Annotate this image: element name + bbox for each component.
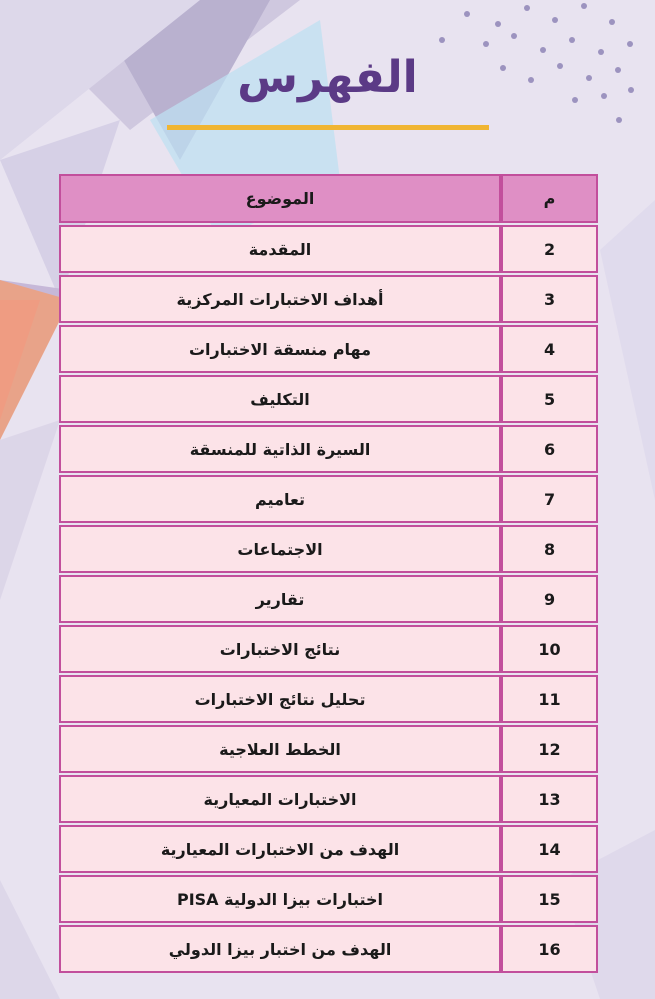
header-topic: الموضوع xyxy=(59,174,501,223)
row-topic: التكليف xyxy=(59,375,501,423)
row-page-number: 10 xyxy=(501,625,598,673)
row-page-number: 2 xyxy=(501,225,598,273)
table-header-row xyxy=(57,174,598,223)
page-title: الفهرس xyxy=(237,52,418,103)
table-row xyxy=(57,375,598,423)
table-row xyxy=(57,225,598,273)
table-of-contents xyxy=(57,174,598,975)
table-row xyxy=(57,525,598,573)
table-row xyxy=(57,575,598,623)
title-underline xyxy=(167,125,489,130)
table-row xyxy=(57,275,598,323)
row-topic: مهام منسقة الاختبارات xyxy=(59,325,501,373)
row-page-number: 12 xyxy=(501,725,598,773)
row-topic: الهدف من اختبار بيزا الدولي xyxy=(59,925,501,973)
table-row xyxy=(57,675,598,723)
table-row xyxy=(57,825,598,873)
table-row xyxy=(57,625,598,673)
row-topic: نتائج الاختبارات xyxy=(59,625,501,673)
row-topic: تحليل نتائج الاختبارات xyxy=(59,675,501,723)
table-row xyxy=(57,325,598,373)
table-row xyxy=(57,425,598,473)
row-topic: أهداف الاختبارات المركزية xyxy=(59,275,501,323)
row-topic: الاختبارات المعيارية xyxy=(59,775,501,823)
row-page-number: 13 xyxy=(501,775,598,823)
row-page-number: 16 xyxy=(501,925,598,973)
row-page-number: 14 xyxy=(501,825,598,873)
row-page-number: 11 xyxy=(501,675,598,723)
row-page-number: 7 xyxy=(501,475,598,523)
table-row xyxy=(57,475,598,523)
row-page-number: 4 xyxy=(501,325,598,373)
table-row xyxy=(57,775,598,823)
row-page-number: 8 xyxy=(501,525,598,573)
row-topic: الهدف من الاختبارات المعيارية xyxy=(59,825,501,873)
row-page-number: 3 xyxy=(501,275,598,323)
header-number: م xyxy=(501,174,598,223)
row-topic: تقارير xyxy=(59,575,501,623)
row-topic: اختبارات بيزا الدولية PISA xyxy=(59,875,501,923)
row-topic: الاجتماعات xyxy=(59,525,501,573)
table-row xyxy=(57,925,598,973)
row-topic: تعاميم xyxy=(59,475,501,523)
row-page-number: 5 xyxy=(501,375,598,423)
table-row xyxy=(57,725,598,773)
row-page-number: 6 xyxy=(501,425,598,473)
row-topic: السيرة الذاتية للمنسقة xyxy=(59,425,501,473)
row-page-number: 9 xyxy=(501,575,598,623)
row-page-number: 15 xyxy=(501,875,598,923)
table-row xyxy=(57,875,598,923)
table-body xyxy=(57,225,598,973)
row-topic: الخطط العلاجية xyxy=(59,725,501,773)
row-topic: المقدمة xyxy=(59,225,501,273)
